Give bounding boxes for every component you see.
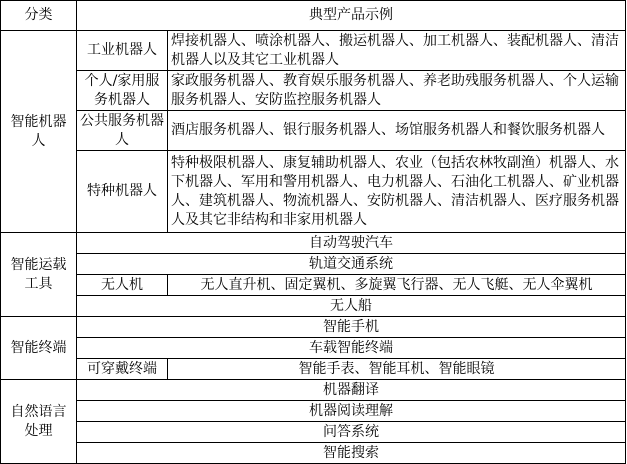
subcategory: 可穿戴终端 — [77, 359, 168, 380]
examples-cell: 机器翻译 — [77, 380, 626, 401]
subcategory: 无人机 — [77, 275, 168, 296]
examples-cell: 车载智能终端 — [77, 338, 626, 359]
table-row — [1, 401, 626, 422]
header-row — [1, 1, 626, 31]
table-row — [1, 31, 626, 71]
group-name-terminals: 智能终端 — [1, 317, 77, 380]
table-row — [1, 233, 626, 254]
table-row — [1, 275, 626, 296]
header-examples: 典型产品示例 — [77, 1, 626, 31]
examples-cell: 焊接机器人、喷涂机器人、搬运机器人、加工机器人、装配机器人、清洁机器人以及其它工业机器人 — [168, 31, 626, 71]
subcategory: 公共服务机器人 — [77, 111, 168, 151]
examples-cell: 自动驾驶汽车 — [77, 233, 626, 254]
examples-cell: 酒店服务机器人、银行服务机器人、场馆服务机器人和餐饮服务机器人 — [168, 111, 626, 151]
examples-cell: 特种极限机器人、康复辅助机器人、农业（包括农林牧副渔）机器人、水下机器人、军用和警用机器人、电力机器人、石油化工机器人、矿业机器人、建筑机器人、物流机器人、安防机器人、清洁机器人、医疗服务机器人及其它非结构和非家用机器人 — [168, 151, 626, 233]
table-row — [1, 317, 626, 338]
table-row — [1, 151, 626, 233]
table-row — [1, 111, 626, 151]
group-name-vehicles: 智能运载工具 — [1, 233, 77, 317]
examples-cell: 机器阅读理解 — [77, 401, 626, 422]
examples-cell: 智能手表、智能耳机、智能眼镜 — [168, 359, 626, 380]
subcategory: 工业机器人 — [77, 31, 168, 71]
group-name-nlp: 自然语言处理 — [1, 380, 77, 464]
examples-cell: 无人船 — [77, 296, 626, 317]
examples-cell: 智能手机 — [77, 317, 626, 338]
examples-cell: 智能搜索 — [77, 443, 626, 464]
table-row — [1, 422, 626, 443]
table-row — [1, 443, 626, 464]
subcategory: 特种机器人 — [77, 151, 168, 233]
subcategory: 个人/家用服务机器人 — [77, 71, 168, 111]
table-row — [1, 380, 626, 401]
examples-cell: 问答系统 — [77, 422, 626, 443]
table-row — [1, 338, 626, 359]
table-row — [1, 71, 626, 111]
table-row — [1, 254, 626, 275]
header-category: 分类 — [1, 1, 77, 31]
group-name-robots: 智能机器人 — [1, 31, 77, 233]
examples-cell: 家政服务机器人、教育娱乐服务机器人、养老助残服务机器人、个人运输服务机器人、安防监控服务机器人 — [168, 71, 626, 111]
table-row — [1, 296, 626, 317]
table-row — [1, 359, 626, 380]
examples-cell: 无人直升机、固定翼机、多旋翼飞行器、无人飞艇、无人伞翼机 — [168, 275, 626, 296]
examples-cell: 轨道交通系统 — [77, 254, 626, 275]
